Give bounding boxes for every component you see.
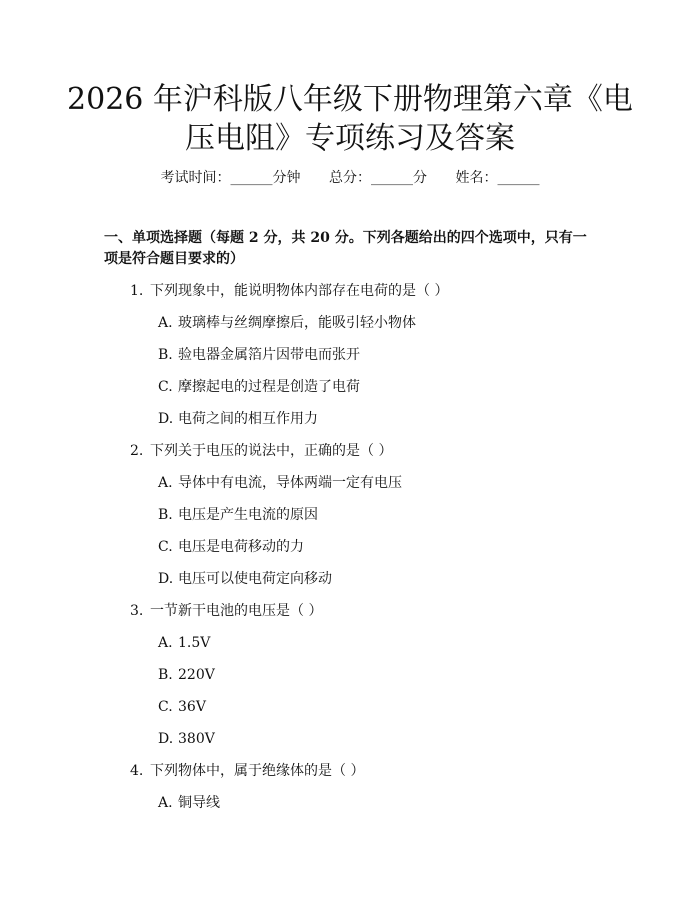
option-text: 1.5V bbox=[178, 635, 211, 651]
exam-info-line bbox=[0, 168, 700, 188]
question-3 bbox=[130, 601, 640, 761]
option-letter: A. bbox=[158, 635, 173, 651]
question-text: 下列现象中，能说明物体内部存在电荷的是（ ） bbox=[150, 283, 449, 299]
option-letter: C. bbox=[158, 379, 173, 395]
total-score-label: 总分： bbox=[329, 170, 371, 186]
option-text: 电荷之间的相互作用力 bbox=[178, 411, 318, 427]
option-letter: C. bbox=[158, 539, 173, 555]
option-text: 验电器金属箔片因带电而张开 bbox=[178, 347, 360, 363]
option-d bbox=[130, 569, 640, 601]
total-score-unit: 分 bbox=[413, 170, 427, 186]
exam-time-unit: 分钟 bbox=[272, 170, 301, 186]
option-a bbox=[130, 473, 640, 505]
student-name-blank: ______ bbox=[497, 170, 540, 186]
total-score-field bbox=[329, 168, 427, 188]
total-score-blank: ______ bbox=[371, 170, 413, 186]
option-text: 电压是产生电流的原因 bbox=[178, 507, 318, 523]
option-letter: D. bbox=[158, 411, 174, 427]
option-a bbox=[130, 313, 640, 345]
question-4 bbox=[130, 761, 640, 825]
option-text: 380V bbox=[178, 731, 215, 747]
question-text: 下列关于电压的说法中，正确的是（ ） bbox=[150, 443, 393, 459]
option-text: 玻璃棒与丝绸摩擦后，能吸引轻小物体 bbox=[178, 315, 416, 331]
option-text: 36V bbox=[178, 699, 206, 715]
student-name-label: 姓名： bbox=[455, 170, 498, 186]
option-letter: A. bbox=[158, 795, 173, 811]
question-text: 一节新干电池的电压是（ ） bbox=[150, 603, 323, 619]
exam-time-blank: ______ bbox=[230, 170, 273, 186]
option-letter: D. bbox=[158, 571, 174, 587]
option-b bbox=[130, 665, 640, 697]
question-number: 2. bbox=[130, 443, 144, 459]
question-1 bbox=[130, 281, 640, 441]
option-text: 铜导线 bbox=[178, 795, 220, 811]
option-text: 220V bbox=[178, 667, 215, 683]
document-title: 2026 年沪科版八年级下册物理第六章《电压电阻》专项练习及答案 bbox=[67, 82, 633, 156]
option-letter: D. bbox=[158, 731, 174, 747]
question-text: 下列物体中，属于绝缘体的是（ ） bbox=[150, 763, 365, 779]
option-c bbox=[130, 377, 640, 409]
student-name-field bbox=[455, 168, 539, 188]
question-number: 1. bbox=[130, 283, 144, 299]
question-list bbox=[130, 281, 640, 825]
option-c bbox=[130, 537, 640, 569]
option-b bbox=[130, 505, 640, 537]
exam-time-label: 考试时间： bbox=[160, 170, 231, 186]
question-stem bbox=[130, 601, 640, 633]
option-text: 导体中有电流，导体两端一定有电压 bbox=[178, 475, 402, 491]
option-letter: B. bbox=[158, 347, 173, 363]
option-d bbox=[130, 409, 640, 441]
option-letter: A. bbox=[158, 475, 173, 491]
question-stem bbox=[130, 761, 640, 793]
question-2 bbox=[130, 441, 640, 601]
option-letter: B. bbox=[158, 667, 173, 683]
option-a bbox=[130, 793, 640, 825]
option-letter: A. bbox=[158, 315, 173, 331]
option-text: 电压是电荷移动的力 bbox=[178, 539, 304, 555]
question-number: 3. bbox=[130, 603, 144, 619]
option-letter: B. bbox=[158, 507, 173, 523]
option-text: 摩擦起电的过程是创造了电荷 bbox=[178, 379, 360, 395]
option-d bbox=[130, 729, 640, 761]
option-letter: C. bbox=[158, 699, 173, 715]
option-text: 电压可以使电荷定向移动 bbox=[178, 571, 332, 587]
option-a bbox=[130, 633, 640, 665]
exam-time-field bbox=[161, 168, 301, 188]
section-header: 一、单项选择题（每题 2 分，共 20 分。下列各题给出的四个选项中，只有一项是符合题目要求的） bbox=[104, 230, 587, 267]
question-stem bbox=[130, 281, 640, 313]
option-c bbox=[130, 697, 640, 729]
question-number: 4. bbox=[130, 763, 144, 779]
option-b bbox=[130, 345, 640, 377]
question-stem bbox=[130, 441, 640, 473]
